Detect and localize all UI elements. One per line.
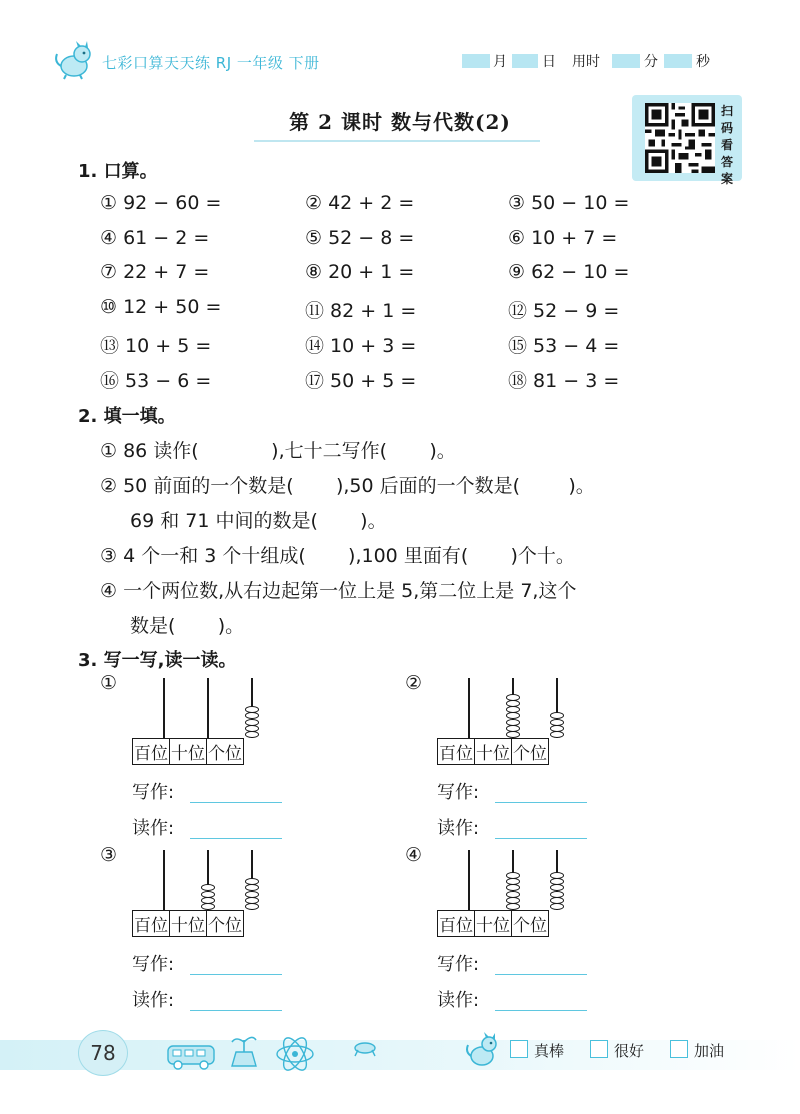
read-label: 读作: xyxy=(132,990,175,1011)
write-answer-line[interactable] xyxy=(495,974,587,975)
place-value-table xyxy=(132,738,244,765)
problem-2: ② 42 + 2 = xyxy=(305,192,415,214)
read-label: 读作: xyxy=(437,990,480,1011)
page-number: 78 xyxy=(78,1030,128,1076)
problem-13: ⑬ 10 + 5 = xyxy=(100,335,212,357)
fill-line-2: ② 50 前面的一个数是( ),50 后面的一个数是( )。 xyxy=(100,475,595,497)
place-value-label: 十位 xyxy=(170,911,207,937)
footer-decoration-icon xyxy=(160,1032,410,1072)
day-label: 日 xyxy=(542,54,556,70)
minute-field[interactable] xyxy=(612,54,640,68)
abacus-bead xyxy=(245,719,259,726)
time-used-label: 用时 xyxy=(572,54,600,70)
read-label: 读作: xyxy=(132,818,175,839)
rating-checkbox-great[interactable] xyxy=(510,1040,528,1058)
place-value-label: 百位 xyxy=(438,739,475,765)
abacus-bead xyxy=(506,719,520,726)
problem-6: ⑥ 10 + 7 = xyxy=(508,227,618,249)
problem-1: ① 92 − 60 = xyxy=(100,192,222,214)
second-label: 秒 xyxy=(696,54,710,70)
rating-label-good: 很好 xyxy=(614,1042,645,1060)
abacus-bead xyxy=(506,731,520,738)
abacus-bead xyxy=(506,725,520,732)
write-answer-line[interactable] xyxy=(495,802,587,803)
abacus-bead xyxy=(506,884,520,891)
write-answer-line[interactable] xyxy=(190,974,282,975)
write-label: 写作: xyxy=(132,782,175,803)
section1-title: 1. 口算。 xyxy=(78,161,158,182)
problem-3: ③ 50 − 10 = xyxy=(508,192,630,214)
problem-15: ⑮ 53 − 4 = xyxy=(508,335,620,357)
read-answer-line[interactable] xyxy=(190,838,282,839)
problem-5: ⑤ 52 − 8 = xyxy=(305,227,415,249)
abacus-bead xyxy=(506,903,520,910)
place-value-table xyxy=(437,738,549,765)
abacus-rod xyxy=(207,678,209,738)
place-value-label: 百位 xyxy=(133,739,170,765)
problem-7: ⑦ 22 + 7 = xyxy=(100,261,210,283)
abacus-bead xyxy=(201,884,215,891)
abacus-bead xyxy=(245,725,259,732)
place-value-label: 百位 xyxy=(438,911,475,937)
month-field[interactable] xyxy=(462,54,490,68)
place-value-label: 个位 xyxy=(207,739,244,765)
problem-14: ⑭ 10 + 3 = xyxy=(305,335,417,357)
place-value-table xyxy=(437,910,549,937)
abacus-bead xyxy=(550,719,564,726)
rating-label-keep-trying: 加油 xyxy=(694,1042,725,1060)
abacus-item-number: ① xyxy=(100,672,118,694)
abacus-bead xyxy=(506,872,520,879)
qr-caption: 扫 码 看 答 案 xyxy=(720,104,733,186)
abacus-bead xyxy=(506,891,520,898)
problem-10: ⑩ 12 + 50 = xyxy=(100,296,222,318)
abacus-bead xyxy=(506,897,520,904)
mascot-logo-icon xyxy=(52,40,96,80)
section3-title: 3. 写一写,读一读。 xyxy=(78,650,237,671)
minute-label: 分 xyxy=(644,54,658,70)
read-answer-line[interactable] xyxy=(190,1010,282,1011)
rating-checkbox-good[interactable] xyxy=(590,1040,608,1058)
abacus-bead xyxy=(506,700,520,707)
abacus-rod xyxy=(468,850,470,910)
place-value-label: 个位 xyxy=(512,739,549,765)
problem-16: ⑯ 53 − 6 = xyxy=(100,370,212,392)
place-value-label: 十位 xyxy=(170,739,207,765)
abacus-rod xyxy=(163,850,165,910)
problem-11: ⑪ 82 + 1 = xyxy=(305,300,417,322)
abacus-bead xyxy=(245,891,259,898)
write-label: 写作: xyxy=(437,782,480,803)
abacus-bead xyxy=(201,903,215,910)
read-answer-line[interactable] xyxy=(495,838,587,839)
lesson-title: 第 2 课时 数与代数(2) xyxy=(289,110,511,134)
month-label: 月 xyxy=(493,54,507,70)
problem-9: ⑨ 62 − 10 = xyxy=(508,261,630,283)
day-field[interactable] xyxy=(512,54,538,68)
abacus-bead xyxy=(550,725,564,732)
place-value-label: 个位 xyxy=(207,911,244,937)
place-value-label: 十位 xyxy=(475,739,512,765)
abacus-bead xyxy=(550,903,564,910)
problem-18: ⑱ 81 − 3 = xyxy=(508,370,620,392)
fill-line-4: ④ 一个两位数,从右边起第一位上是 5,第二位上是 7,这个 xyxy=(100,580,577,602)
fill-line-2b: 69 和 71 中间的数是( )。 xyxy=(130,510,387,532)
abacus-bead xyxy=(550,884,564,891)
abacus-bead xyxy=(550,897,564,904)
series-title: 七彩口算天天练 RJ 一年级 下册 xyxy=(102,54,320,72)
abacus-bead xyxy=(245,884,259,891)
place-value-label: 个位 xyxy=(512,911,549,937)
abacus-rod xyxy=(468,678,470,738)
mascot-footer-icon xyxy=(464,1030,502,1070)
fill-line-3: ③ 4 个一和 3 个十组成( ),100 里面有( )个十。 xyxy=(100,545,575,567)
abacus-bead xyxy=(550,891,564,898)
problem-8: ⑧ 20 + 1 = xyxy=(305,261,415,283)
abacus-bead xyxy=(550,731,564,738)
abacus-bead xyxy=(506,694,520,701)
abacus-item-number: ③ xyxy=(100,844,118,866)
write-answer-line[interactable] xyxy=(190,802,282,803)
place-value-label: 百位 xyxy=(133,911,170,937)
abacus-rod xyxy=(163,678,165,738)
abacus-bead xyxy=(201,891,215,898)
abacus-bead xyxy=(245,712,259,719)
second-field[interactable] xyxy=(664,54,692,68)
fill-line-4b: 数是( )。 xyxy=(130,615,245,637)
read-label: 读作: xyxy=(437,818,480,839)
place-value-table xyxy=(132,910,244,937)
section2-title: 2. 填一填。 xyxy=(78,406,176,427)
title-underline xyxy=(254,140,540,142)
abacus-bead xyxy=(506,712,520,719)
rating-label-great: 真棒 xyxy=(534,1042,565,1060)
qr-code-icon[interactable] xyxy=(645,103,715,173)
abacus-bead xyxy=(245,731,259,738)
write-label: 写作: xyxy=(437,954,480,975)
problem-17: ⑰ 50 + 5 = xyxy=(305,370,417,392)
read-answer-line[interactable] xyxy=(495,1010,587,1011)
abacus-bead xyxy=(245,903,259,910)
rating-checkbox-keep-trying[interactable] xyxy=(670,1040,688,1058)
abacus-bead xyxy=(201,897,215,904)
abacus-item-number: ④ xyxy=(405,844,423,866)
problem-4: ④ 61 − 2 = xyxy=(100,227,210,249)
abacus-bead xyxy=(245,897,259,904)
problem-12: ⑫ 52 − 9 = xyxy=(508,300,620,322)
place-value-label: 十位 xyxy=(475,911,512,937)
abacus-item-number: ② xyxy=(405,672,423,694)
fill-line-1: ① 86 读作( ),七十二写作( )。 xyxy=(100,440,456,462)
abacus-bead xyxy=(550,712,564,719)
write-label: 写作: xyxy=(132,954,175,975)
abacus-bead xyxy=(550,872,564,879)
